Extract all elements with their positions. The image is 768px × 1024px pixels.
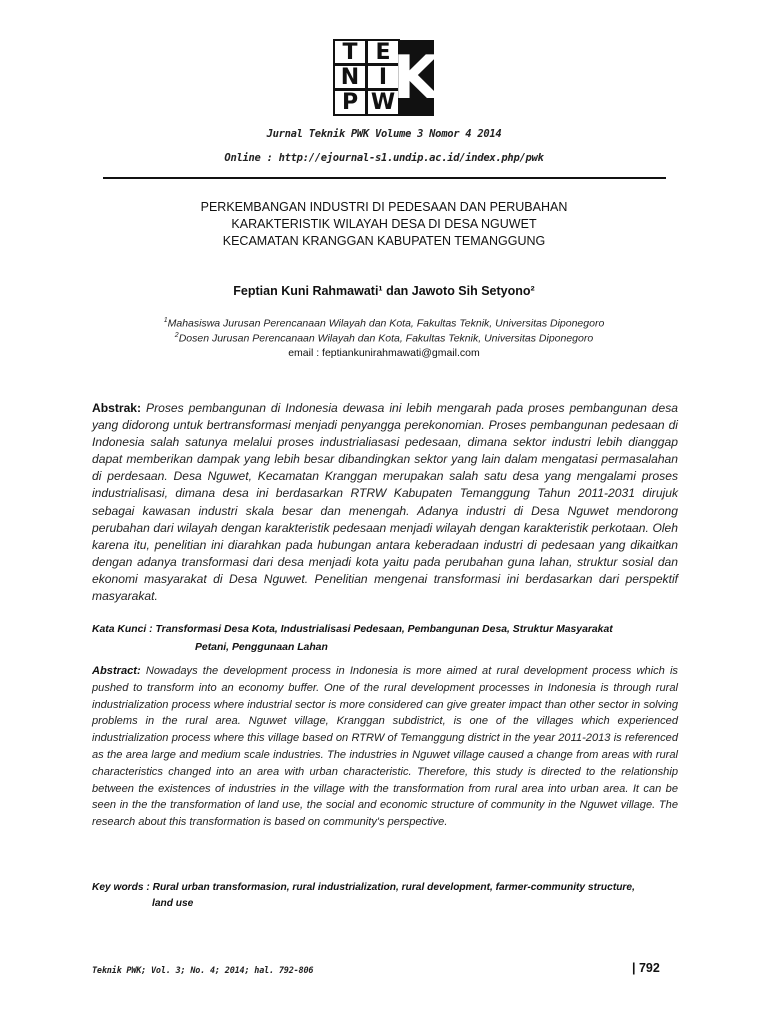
affiliation-number: 2 xyxy=(174,332,179,339)
abstrak-label: Abstrak: xyxy=(92,401,142,415)
kata-kunci-label: Kata Kunci : xyxy=(92,624,153,635)
affiliation-text: Dosen Jurusan Perencanaan Wilayah dan Kota, Fakultas Teknik, Universitas Diponegoro xyxy=(178,332,594,345)
abstract-label: Abstract: xyxy=(92,665,141,677)
logo-letter: I xyxy=(366,64,400,90)
key-words-label: Key words : xyxy=(92,882,150,893)
journal-logo xyxy=(334,39,440,116)
affiliation-text: Mahasiswa Jurusan Perencanaan Wilayah dan Kota, Fakultas Teknik, Universitas Diponegoro xyxy=(167,317,605,330)
key-words xyxy=(92,880,682,911)
author-email: email : feptiankunirahmawati@gmail.com xyxy=(288,347,480,359)
logo-big-letter: K xyxy=(398,40,434,116)
key-words-text: Rural urban transformasion, rural industrialization, rural development, farmer-community structure, xyxy=(152,882,635,893)
kata-kunci-text: Transformasi Desa Kota, Industrialisasi Pedesaan, Pembangunan Desa, Struktur Masyarakat xyxy=(155,624,613,635)
header-divider xyxy=(103,177,666,179)
footer-citation: Teknik PWK; Vol. 3; No. 4; 2014; hal. 792-806 xyxy=(92,966,314,976)
title-line: KECAMATAN KRANGGAN KABUPATEN TEMANGGUNG xyxy=(222,234,546,248)
page-number: | 792 xyxy=(632,961,660,975)
logo-letter: N xyxy=(333,64,367,90)
paper-title xyxy=(0,199,768,250)
affiliation-2 xyxy=(0,332,768,345)
journal-url: Online : http://ejournal-s1.undip.ac.id/index.php/pwk xyxy=(224,152,544,164)
abstract-paragraph xyxy=(92,663,678,831)
logo-letter: P xyxy=(333,89,367,116)
abstrak-text: Proses pembangunan di Indonesia dewasa ini lebih mengarah pada proses pembangunan desa yang didorong untuk bertransformasi menjadi penyangga perekonomian. Proses pembangunan pedesaan di Indonesia salah satunya melalui proses industrialiasasi pedesaan, dimana sektor industri lebih dianggap dapat memberikan dampak yang lebih besar dibandingkan sektor yang lain dalam mengatasi permasalahan di perdesaan. Desa Nguwet, Kecamatan Kranggan merupakan salah satu desa yang mengalami proses industrialisasi, dimana desa ini berdasarkan RTRW Kabupaten Temanggung Tahun 2011-2031 dirujuk sebagai kawasan industri skala besar dan menengah. Adanya industri di Desa Nguwet mendorong perubahan dari wilayah dengan karakteristik pedesaan menjadi wilayah dengan karakteristik perkotaan. Oleh karena itu, penelitian ini diarahkan pada hubungan antara keberadaan industri di pedesaan yang dikaitkan dengan adanya transformasi dari desa menjadi kota yaitu pada perubahan guna lahan, struktur sosial dan ekonomi masyarakat di Desa Nguwet. Penelitian mengenai transformasi ini berdasarkan dari perspektif masyarakat. xyxy=(92,401,678,604)
logo-letter-grid xyxy=(334,40,400,116)
kata-kunci-text-continued: Petani, Penggunaan Lahan xyxy=(195,642,328,653)
key-words-text-continued: land use xyxy=(152,897,194,909)
logo-letter: T xyxy=(333,39,367,65)
abstrak-paragraph xyxy=(92,400,678,605)
title-line: KARAKTERISTIK WILAYAH DESA DI DESA NGUWET xyxy=(231,217,537,231)
kata-kunci xyxy=(92,621,678,657)
authors: Feptian Kuni Rahmawati¹ dan Jawoto Sih Setyono² xyxy=(233,284,535,298)
abstract-text: Nowadays the development process in Indonesia is more aimed at rural development process which is pushed to transform into an economy buffer. One of the rural development processes in Indonesia is through rural industrialization process where industrial sector is more considered can give greater impact than other sector in solving problems in the rural area. Nguwet village, Kranggan subdistrict, is one of the villages which experienced industrialization process where this village based on RTRW of Temanggung district in the year 2011-2013 is referenced as the area large and medium scale industries. The industries in Nguwet village caused a change from areas with rural characteristics changed into an area with urban characteristic. Therefore, this study is directed to the relationship between the existences of industries in the village with the transformation from rural area into urban area. It can be seen in the the transformation of land use, the social and economic structure of community in the Nguwet village. The research about this transformation is based on community's perspective. xyxy=(92,665,678,829)
journal-info: Jurnal Teknik PWK Volume 3 Nomor 4 2014 xyxy=(266,128,502,140)
affiliation-1 xyxy=(0,317,768,330)
title-line: PERKEMBANGAN INDUSTRI DI PEDESAAN DAN PERUBAHAN xyxy=(200,200,568,214)
affiliation-number: 1 xyxy=(163,317,168,324)
logo-letter: E xyxy=(366,39,400,65)
logo-letter: W xyxy=(366,89,400,116)
